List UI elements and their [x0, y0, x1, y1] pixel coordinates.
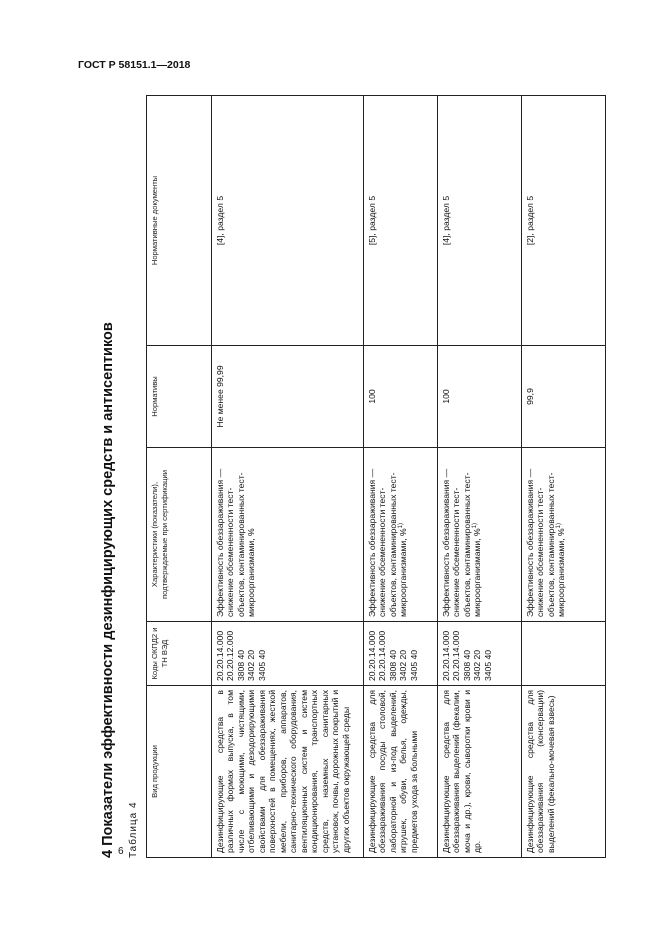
codes-cell [438, 622, 522, 686]
code-value: 3405 40 [408, 649, 419, 681]
code-value: 20.20.14.000 [451, 630, 462, 681]
codes-cell [364, 622, 438, 686]
characteristic-cell [364, 448, 438, 622]
norm-cell: 99,9 [522, 346, 606, 448]
code-value: 20.20.14.000 [367, 630, 377, 681]
document-code: ГОСТ Р 58151.1—2018 [78, 59, 191, 71]
column-header-characteristic: Характеристики (показатели), подтверждаемые при сертификации [147, 448, 212, 622]
table-row [438, 96, 522, 858]
product-cell: Дезинфицирующие средства для обеззараживания (консервации) выделений (фекально-мочевая взвесь) [522, 686, 606, 858]
norm-cell: 100 [364, 346, 438, 448]
footnote-ref: 1) [472, 523, 479, 529]
code-value: 20.20.14.000 [441, 630, 451, 681]
code-value: 20.20.12.000 [225, 630, 236, 681]
norm-cell: 100 [438, 346, 522, 448]
page-number: 6 [118, 846, 124, 857]
document-cell: [4], раздел 5 [438, 96, 522, 346]
code-value: 3402 20 [398, 649, 409, 681]
document-cell: [5], раздел 5 [364, 96, 438, 346]
characteristic-cell [522, 448, 606, 622]
codes-cell [522, 622, 606, 686]
code-value: 20.20.14.000 [377, 630, 388, 681]
product-cell: Дезинфицирующие средства в различных формах выпуска, в том числе с моющими, чистящими, отбеливающими и дезодорирующими свойствами для обеззараживания поверхностей в помещениях, жесткой мебели, приборов, аппаратов, санитарно-технического оборудования, вентиляционных систем и систем кондиционирования, транспортных средств, наземных санитарных установок, почвы, дорожных покрытий и других объектов окружающей среды [212, 686, 364, 858]
indicators-table [146, 95, 606, 858]
column-header-document: Нормативные документы [147, 96, 212, 346]
characteristic-text: Эффективность обеззараживания — снижение обсемененности тест-объектов, контаминированных тест-микроорганизмами, % [441, 468, 483, 617]
characteristic-cell [212, 448, 364, 622]
table-row [212, 96, 364, 858]
table-caption: Таблица 4 [128, 801, 139, 858]
code-value: 3402 20 [246, 649, 257, 681]
table-row [522, 96, 606, 858]
document-cell: [4], раздел 5 [212, 96, 364, 346]
code-value: 3808 40 [461, 649, 472, 681]
table-row [364, 96, 438, 858]
document-cell: [2], раздел 5 [522, 96, 606, 346]
product-cell: Дезинфицирующие средства для обеззараживания посуды столовой, лабораторной и из-под выделений, игрушек, обуви, белья, одежды, предметов ухода за больными [364, 686, 438, 858]
codes-cell [212, 622, 364, 686]
footnote-ref: 1) [398, 523, 405, 529]
code-value: 3808 40 [387, 649, 398, 681]
norm-cell: Не менее 99,99 [212, 346, 364, 448]
characteristic-text: Эффективность обеззараживания — снижение обсемененности тест-объектов, контаминированных тест-микроорганизмами, % [525, 468, 567, 617]
footnote-ref: 1) [556, 523, 563, 529]
characteristic-cell [438, 448, 522, 622]
code-value: 20.20.14.000 [215, 630, 225, 681]
column-header-codes: Коды ОКПД2 и ТН ВЭД [147, 622, 212, 686]
table-header-row [147, 96, 212, 858]
column-header-norm: Нормативы [147, 346, 212, 448]
characteristic-text: Эффективность обеззараживания — снижение обсемененности тест-объектов, контаминированных тест-микроорганизмами, % [215, 468, 257, 617]
characteristic-text: Эффективность обеззараживания — снижение обсемененности тест-объектов, контаминированных тест-микроорганизмами, % [367, 468, 409, 617]
code-value: 3405 40 [256, 649, 267, 681]
column-header-product: Вид продукции [147, 686, 212, 858]
rotated-content [100, 96, 580, 858]
product-cell: Дезинфицирующие средства для обеззараживания выделений (фекалии, моча и др.), крови, сыворотки крови и др. [438, 686, 522, 858]
code-value: 3808 40 [235, 649, 246, 681]
section-title: 4 Показатели эффективности дезинфицирующих средств и антисептиков [100, 322, 116, 858]
code-value: 3405 40 [482, 649, 493, 681]
code-value: 3402 20 [472, 649, 483, 681]
